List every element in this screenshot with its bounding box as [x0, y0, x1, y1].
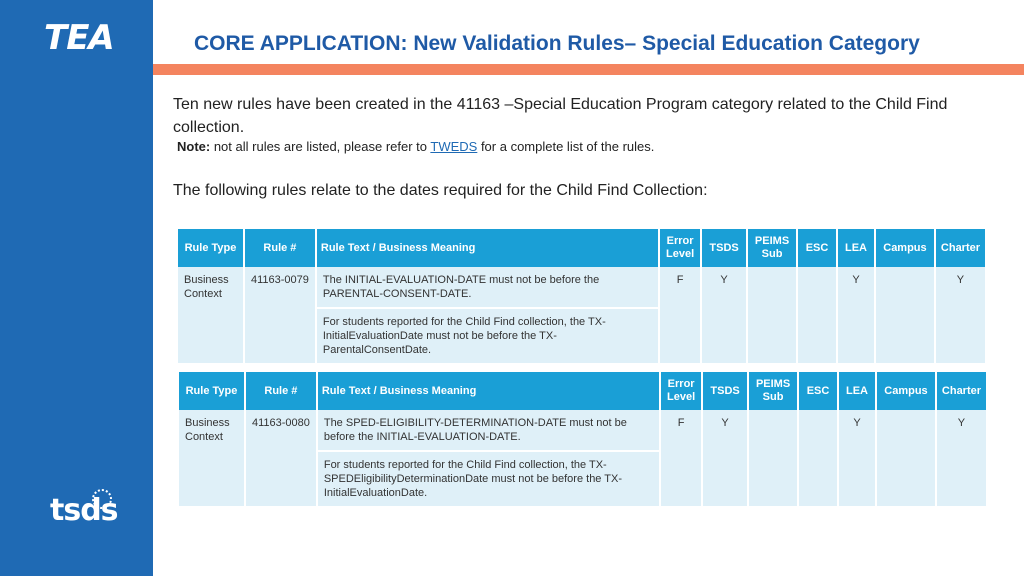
lea-cell: Y	[837, 267, 875, 364]
business-meaning-cell: For students reported for the Child Find collection, the TX-SPEDEligibilityDeterminationDate must not be before the TX-InitialEvaluationDate.	[317, 451, 660, 507]
col-error-level: Error Level	[659, 229, 701, 267]
intro-text: Ten new rules have been created in the 41163 –Special Education Program category related to the Child Find collection.	[173, 96, 948, 136]
col-rule-type: Rule Type	[179, 372, 245, 410]
lea-cell: Y	[838, 410, 876, 507]
sidebar	[0, 0, 153, 576]
table-row	[178, 267, 986, 308]
col-esc: ESC	[798, 372, 838, 410]
rule-text-cell: The SPED-ELIGIBILITY-DETERMINATION-DATE must not be before the INITIAL-EVALUATION-DATE.	[317, 410, 660, 451]
error-level-cell: F	[659, 267, 701, 364]
col-peims-sub: PEIMS Sub	[748, 372, 798, 410]
campus-cell	[875, 267, 935, 364]
col-esc: ESC	[797, 229, 837, 267]
rules-table-2	[179, 372, 988, 508]
tea-logo: TEA	[44, 18, 114, 58]
col-tsds: TSDS	[702, 372, 748, 410]
business-meaning-cell: For students reported for the Child Find collection, the TX-InitialEvaluationDate must not be before the TX-ParentalConsentDate.	[316, 308, 659, 364]
note	[177, 139, 654, 154]
col-lea: LEA	[838, 372, 876, 410]
peims-sub-cell	[747, 267, 797, 364]
table-row	[179, 410, 987, 451]
rule-num-cell: 41163-0080	[245, 410, 317, 507]
tweds-link[interactable]: TWEDS	[430, 139, 478, 154]
rule-type-cell: Business Context	[179, 410, 245, 507]
col-rule-num: Rule #	[244, 229, 316, 267]
col-peims-sub: PEIMS Sub	[747, 229, 797, 267]
table-header-row	[178, 229, 986, 267]
dates-text: The following rules relate to the dates required for the Child Find Collection:	[173, 182, 708, 199]
tsds-cell: Y	[701, 267, 747, 364]
note-text-before: not all rules are listed, please refer to	[210, 139, 431, 154]
col-tsds: TSDS	[701, 229, 747, 267]
col-charter: Charter	[935, 229, 986, 267]
note-text-after: for a complete list of the rules.	[477, 139, 655, 154]
campus-cell	[876, 410, 936, 507]
col-rule-text: Rule Text / Business Meaning	[317, 372, 660, 410]
tsds-logo: tsds	[50, 493, 118, 528]
peims-sub-cell	[748, 410, 798, 507]
col-campus: Campus	[876, 372, 936, 410]
tsds-cell: Y	[702, 410, 748, 507]
col-lea: LEA	[837, 229, 875, 267]
col-rule-text: Rule Text / Business Meaning	[316, 229, 659, 267]
col-charter: Charter	[936, 372, 987, 410]
page-title: CORE APPLICATION: New Validation Rules– Special Education Category	[194, 32, 920, 55]
rule-num-cell: 41163-0079	[244, 267, 316, 364]
col-rule-num: Rule #	[245, 372, 317, 410]
esc-cell	[798, 410, 838, 507]
col-error-level: Error Level	[660, 372, 702, 410]
rules-table-1	[178, 229, 987, 365]
charter-cell: Y	[936, 410, 987, 507]
rule-text-cell: The INITIAL-EVALUATION-DATE must not be before the PARENTAL-CONSENT-DATE.	[316, 267, 659, 308]
rule-type-cell: Business Context	[178, 267, 244, 364]
note-label: Note:	[177, 139, 211, 154]
table-header-row	[179, 372, 987, 410]
col-rule-type: Rule Type	[178, 229, 244, 267]
charter-cell: Y	[935, 267, 986, 364]
error-level-cell: F	[660, 410, 702, 507]
esc-cell	[797, 267, 837, 364]
header-divider	[0, 64, 1024, 75]
col-campus: Campus	[875, 229, 935, 267]
